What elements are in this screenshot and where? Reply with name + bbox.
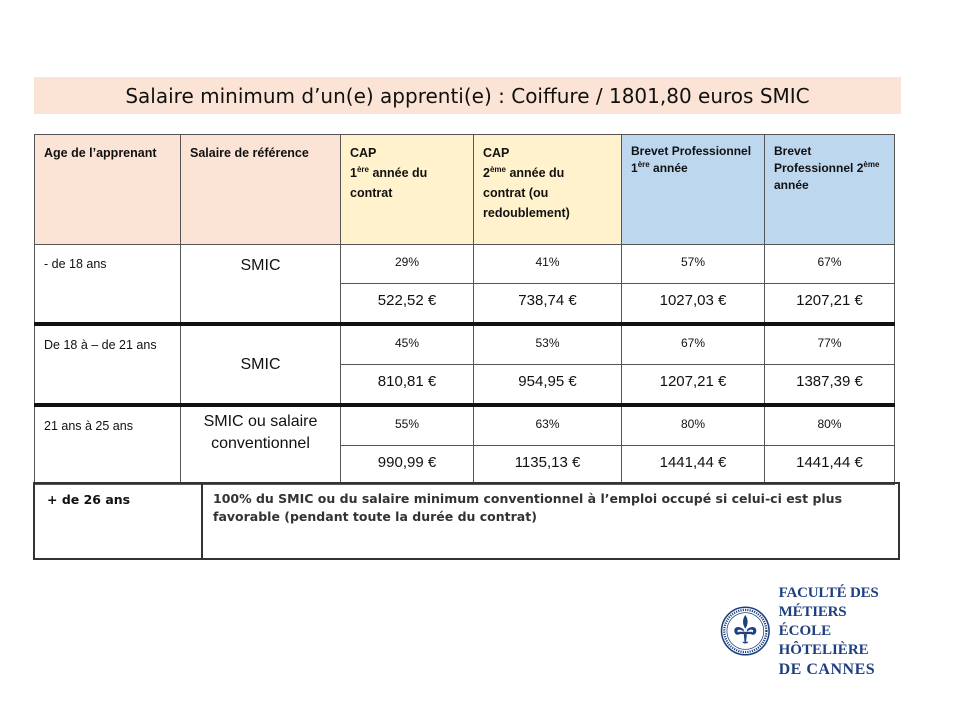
- header-row: [35, 135, 895, 245]
- over-26-age: + de 26 ans: [35, 484, 203, 558]
- amount-cell: 1441,44 €: [765, 446, 895, 485]
- percent-cell: 67%: [765, 245, 895, 284]
- reference-cell: SMIC ou salaire conventionnel: [181, 405, 341, 485]
- age-cell: 21 ans à 25 ans: [35, 405, 181, 485]
- amount-cell: 1207,21 €: [622, 365, 765, 406]
- table-row: [35, 245, 895, 284]
- percent-cell: 63%: [474, 405, 622, 446]
- percent-cell: 80%: [765, 405, 895, 446]
- amount-cell: 810,81 €: [341, 365, 474, 406]
- school-logo: [720, 584, 910, 678]
- table-row: [35, 324, 895, 365]
- reference-cell: SMIC: [181, 324, 341, 405]
- percent-cell: 55%: [341, 405, 474, 446]
- school-name: [779, 584, 910, 679]
- school-name-line3: DE CANNES: [778, 660, 876, 678]
- title-band: [34, 77, 901, 114]
- percent-cell: 80%: [622, 405, 765, 446]
- header-cap-year-2: CAP 2ème année du contrat (ou redoublement): [474, 135, 622, 245]
- amount-cell: 1027,03 €: [622, 284, 765, 325]
- amount-cell: 1207,21 €: [765, 284, 895, 325]
- percent-cell: 67%: [622, 324, 765, 365]
- header-bp-year-1: Brevet Professionnel 1ère année: [622, 135, 765, 245]
- salary-table: [34, 134, 895, 485]
- percent-cell: 45%: [341, 324, 474, 365]
- header-age: Age de l’apprenant: [35, 135, 181, 245]
- amount-cell: 954,95 €: [474, 365, 622, 406]
- fleur-de-lis-seal-icon: [720, 598, 771, 664]
- header-cap-year-1: CAP 1ère année du contrat: [341, 135, 474, 245]
- percent-cell: 77%: [765, 324, 895, 365]
- percent-cell: 57%: [622, 245, 765, 284]
- amount-cell: 1135,13 €: [474, 446, 622, 485]
- age-cell: De 18 à – de 21 ans: [35, 324, 181, 405]
- reference-cell: SMIC: [181, 245, 341, 325]
- percent-cell: 53%: [474, 324, 622, 365]
- amount-cell: 738,74 €: [474, 284, 622, 325]
- amount-cell: 1441,44 €: [622, 446, 765, 485]
- school-name-line1: FACULTÉ DES MÉTIERS: [778, 584, 879, 620]
- page-title: Salaire minimum d’un(e) apprenti(e) : Coiffure / 1801,80 euros SMIC: [125, 83, 810, 108]
- table-row: [35, 405, 895, 446]
- school-name-line2: ÉCOLE HÔTELIÈRE: [778, 622, 869, 658]
- over-26-box: [33, 482, 900, 560]
- percent-cell: 29%: [341, 245, 474, 284]
- amount-cell: 990,99 €: [341, 446, 474, 485]
- header-reference-salary: Salaire de référence: [181, 135, 341, 245]
- amount-cell: 1387,39 €: [765, 365, 895, 406]
- amount-cell: 522,52 €: [341, 284, 474, 325]
- header-bp-year-2: Brevet Professionnel 2ème année: [765, 135, 895, 245]
- percent-cell: 41%: [474, 245, 622, 284]
- over-26-description: 100% du SMIC ou du salaire minimum conventionnel à l’emploi occupé si celui-ci est plus favorable (pendant toute la durée du contrat): [213, 491, 843, 524]
- age-cell: - de 18 ans: [35, 245, 181, 325]
